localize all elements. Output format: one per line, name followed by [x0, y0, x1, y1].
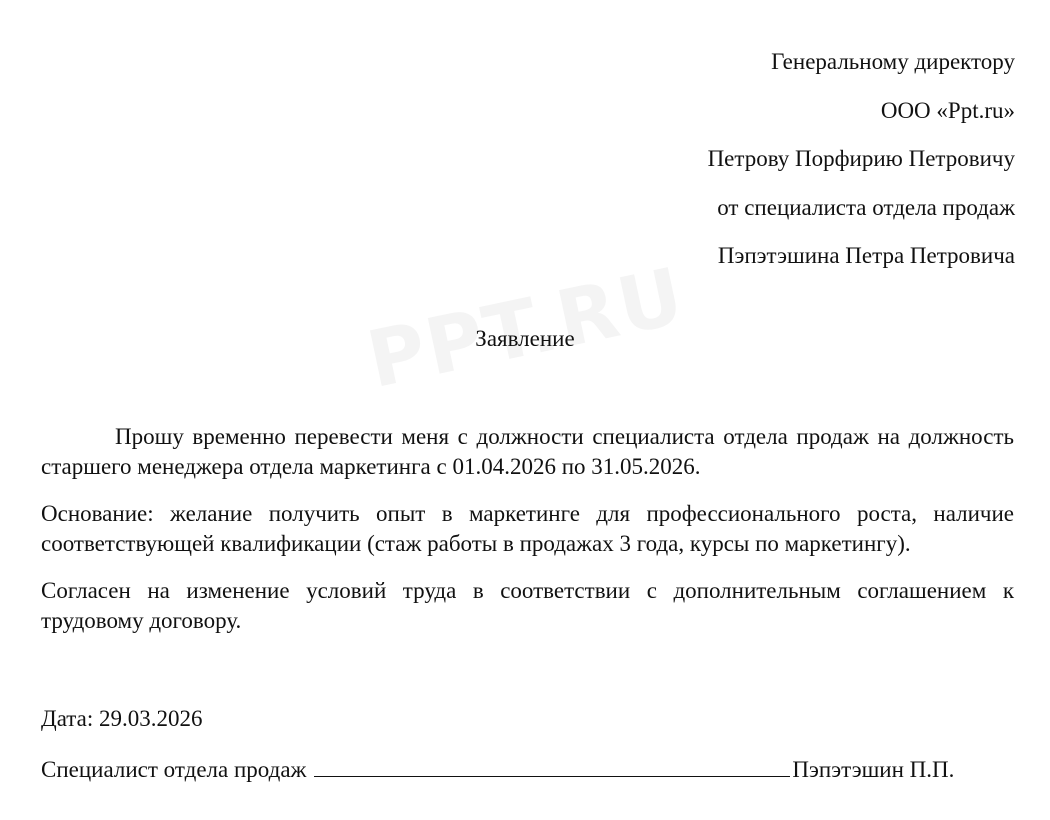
addressee-block: [708, 38, 1015, 281]
request-paragraph: Прошу временно перевести меня с должности специалиста отдела продаж на должность старшего менеджера отдела маркетинга с 01.04.2026 по 31.05.2026.: [41, 424, 1014, 479]
addressee-company: ООО «Ppt.ru»: [880, 97, 1015, 123]
signature-blank: [314, 754, 790, 777]
signer-name: Пэпэтэшин П.П.: [792, 757, 955, 782]
addressee-name: Петрову Порфирию Петровичу: [707, 146, 1015, 171]
consent-paragraph: Согласен на изменение условий труда в соответствии с дополнительным соглашением к трудовому договору.: [41, 578, 1014, 633]
date-line: Дата: 29.03.2026: [41, 706, 203, 731]
sender-name: Пэпэтэшина Петра Петровича: [717, 243, 1015, 268]
basis-paragraph: Основание: желание получить опыт в маркетинге для профессионального роста, наличие соответствующей квалификации (стаж работы в продажах 3 года, курсы по маркетингу).: [41, 501, 1014, 556]
document-body: [41, 422, 1014, 653]
signature-line: [41, 754, 954, 783]
signer-position: Специалист отдела продаж: [41, 757, 307, 782]
addressee-position: Генеральному директору: [771, 49, 1015, 74]
document-title: Заявление: [475, 326, 575, 351]
sender-position: от специалиста отдела продаж: [717, 194, 1015, 220]
